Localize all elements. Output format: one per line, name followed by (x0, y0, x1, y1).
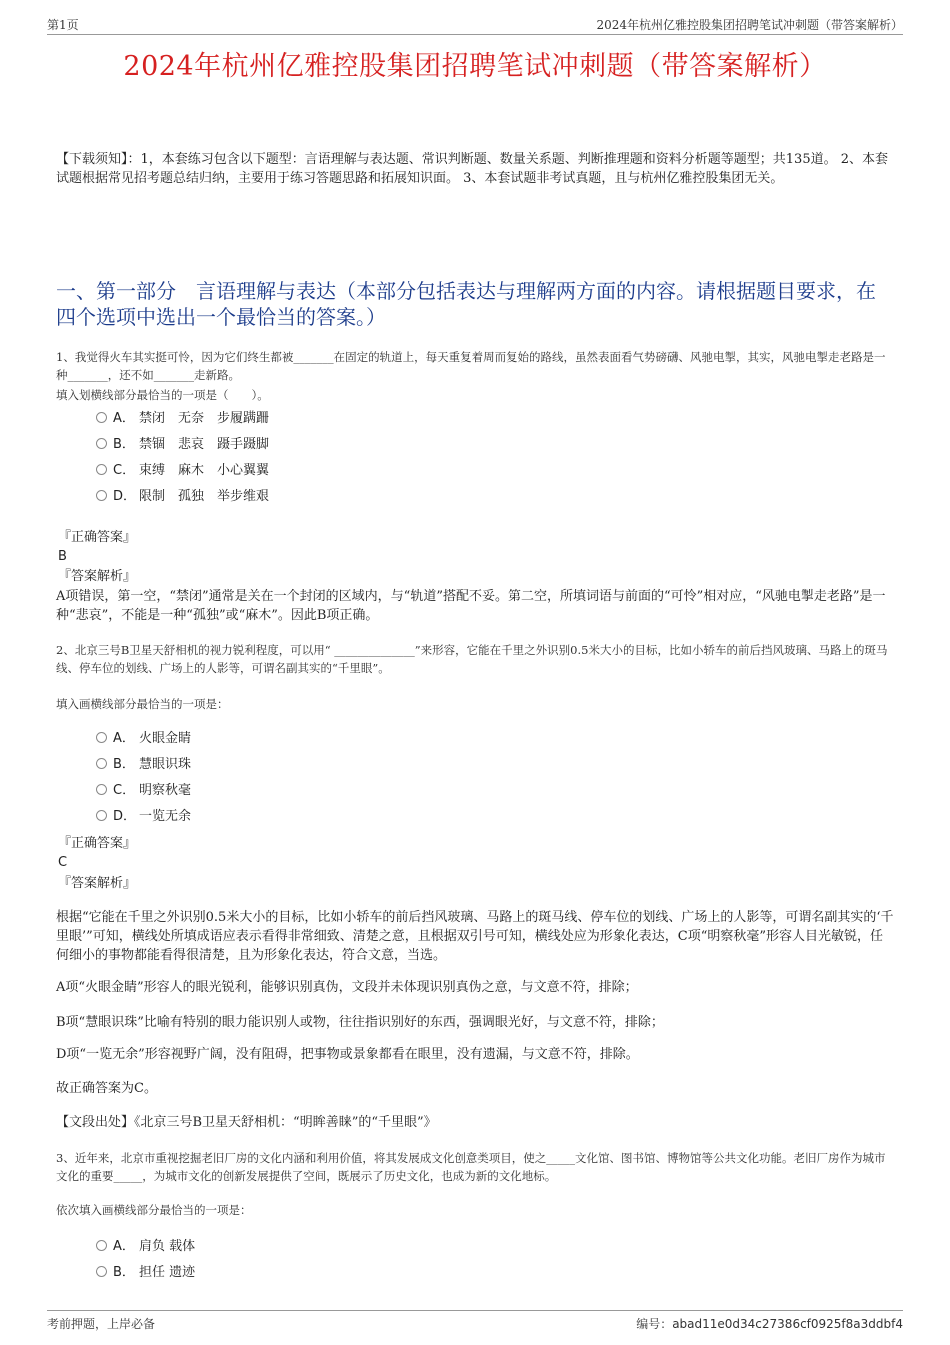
q2-option-a[interactable]: A． 火眼金睛 (96, 730, 191, 748)
radio-icon[interactable] (96, 1240, 107, 1251)
q3-option-a[interactable]: A． 肩负 载体 (96, 1238, 195, 1256)
radio-icon[interactable] (96, 732, 107, 743)
q2-option-d[interactable]: D． 一览无余 (96, 808, 191, 826)
page-footer (47, 1310, 903, 1335)
header-doc-title: 2024年杭州亿雅控股集团招聘笔试冲刺题（带答案解析） (596, 18, 903, 32)
radio-icon[interactable] (96, 490, 107, 501)
q2-analysis-b: B项“慧眼识珠”比喻有特别的眼力能识别人或物，往往指识别好的东西，强调眼光好，与文意不符，排除； (56, 1015, 664, 1030)
radio-icon[interactable] (96, 412, 107, 423)
q2-analysis-a: A项“火眼金睛”形容人的眼光锐利，能够识别真伪，文段并未体现识别真伪之意，与文意不符，排除； (56, 980, 638, 995)
radio-icon[interactable] (96, 784, 107, 795)
q1-option-a[interactable]: A． 禁闭 无奈 步履蹒跚 (96, 410, 269, 428)
q2-analysis-label: 『答案解析』 (58, 876, 137, 891)
q1-option-b[interactable]: B． 禁锢 悲哀 蹑手蹑脚 (96, 436, 269, 454)
radio-icon[interactable] (96, 438, 107, 449)
download-notice: 【下载须知】：1，本套练习包含以下题型：言语理解与表达题、常识判断题、数量关系题、判断推理题和资料分析题等题型；共135道。 2、本套试题根据常见招考题总结归纳，主要用于练习答题思路和拓展知识面。 3、本套试题非考试真题，且与杭州亿雅控股集团无关。 (56, 152, 888, 186)
q1-answer-label: 『正确答案』 (58, 530, 137, 545)
q2-analysis-d: D项“一览无余”形容视野广阔，没有阻碍，把事物或景象都看在眼里，没有遗漏，与文意不符，排除。 (56, 1047, 639, 1062)
q2-answer: C (58, 855, 68, 870)
q1-option-c[interactable]: C． 束缚 麻木 小心翼翼 (96, 462, 269, 480)
radio-icon[interactable] (96, 464, 107, 475)
q1-answer: B (58, 549, 67, 564)
radio-icon[interactable] (96, 810, 107, 821)
footer-slogan: 考前押题，上岸必备 (47, 1317, 156, 1331)
q1-analysis: A项错误，第一空，“禁闭”通常是关在一个封闭的区域内，与“轨道”搭配不妥。第二空，所填词语与前面的“可怜”相对应，“风驰电掣走老路”是一种“悲哀”，不能是一种“孤独”或“麻木”。因此B项正确。 (56, 589, 886, 623)
q3-stem: 3、近年来，北京市重视挖掘老旧厂房的文化内涵和利用价值，将其发展成文化创意类项目，使之_____文化馆、图书馆、博物馆等公共文化功能。老旧厂房作为城市文化的重要_____，为城市文化的创新发展提供了空间，既展示了历史文化，也成为新的文化地标。 (56, 1151, 886, 1183)
section-title: 一、第一部分 言语理解与表达（本部分包括表达与理解两方面的内容。请根据题目要求，在四个选项中选出一个最恰当的答案。） (56, 279, 876, 329)
q2-option-c[interactable]: C． 明察秋毫 (96, 782, 191, 800)
radio-icon[interactable] (96, 758, 107, 769)
q2-source: 【文段出处】《北京三号B卫星天舒相机：“明眸善睐”的“千里眼”》 (56, 1115, 437, 1130)
q3-option-b[interactable]: B． 担任 遗迹 (96, 1264, 195, 1282)
q2-analysis-conclusion: 故正确答案为C。 (56, 1081, 157, 1096)
q1-stem: 1、我觉得火车其实挺可怜，因为它们终生都被_______在固定的轨道上，每天重复着周而复始的路线，虽然表面看气势磅礴、风驰电掣，其实，风驰电掣走老路是一种_______，还不如_______走新路。 (56, 350, 886, 382)
page-header (47, 14, 903, 35)
q1-option-d[interactable]: D． 限制 孤独 举步维艰 (96, 488, 269, 506)
radio-icon[interactable] (96, 1266, 107, 1277)
q2-answer-label: 『正确答案』 (58, 836, 137, 851)
page-title: 2024年杭州亿雅控股集团招聘笔试冲刺题（带答案解析） (123, 51, 827, 82)
q2-analysis-main: 根据“它能在千里之外识别0.5米大小的目标，比如小轿车的前后挡风玻璃、马路上的斑马线、停车位的划线、广场上的人影等，可谓名副其实的‘千里眼’”可知，横线处所填成语应表示看得非常细致、清楚之意，且根据双引号可知，横线处应为形象化表达，C项“明察秋毫”形容人目光敏锐，任何细小的事物都能看得很清楚，且为形象化表达，符合文意，当选。 (56, 910, 894, 963)
q3-prompt: 依次填入画横线部分最恰当的一项是： (56, 1203, 252, 1217)
q2-option-b[interactable]: B． 慧眼识珠 (96, 756, 191, 774)
q2-prompt: 填入画横线部分最恰当的一项是： (56, 697, 229, 711)
q2-stem: 2、北京三号B卫星天舒相机的视力锐利程度，可以用“ ______________”来形容，它能在千里之外识别0.5米大小的目标，比如小轿车的前后挡风玻璃、马路上的斑马线、停车位的划线、广场上的人影等，可谓名副其实的“千里眼”。 (56, 643, 888, 675)
q1-prompt: 填入划横线部分最恰当的一项是（ ）。 (56, 388, 269, 402)
q1-analysis-label: 『答案解析』 (58, 569, 137, 584)
footer-serial: 编号：abad11e0d34c27386cf0925f8a3ddbf4 (636, 1317, 903, 1331)
page-number: 第1页 (47, 18, 79, 32)
